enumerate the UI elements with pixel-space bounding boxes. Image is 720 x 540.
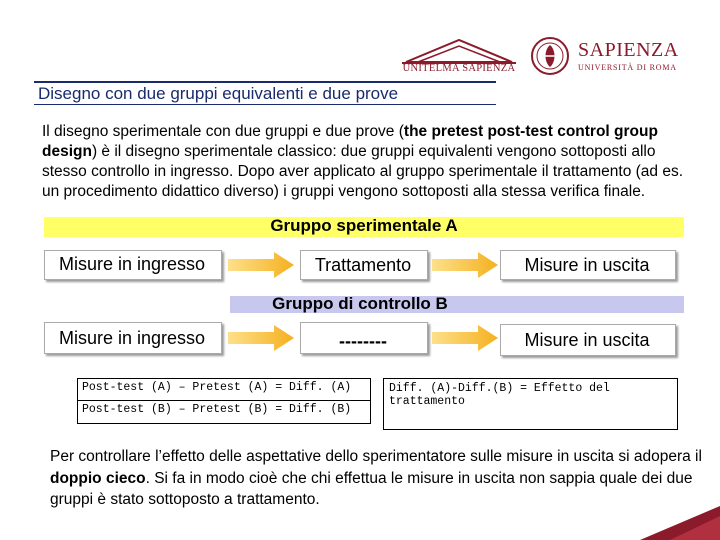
group-a-label: Gruppo sperimentale A <box>270 216 458 235</box>
arrow-right-icon <box>228 325 294 351</box>
group-b-treatment-text: -------- <box>339 331 387 351</box>
arrow-right-icon <box>228 252 294 278</box>
unitelma-logo <box>398 36 520 80</box>
formula-row-a: Post-test (A) – Pretest (A) = Diff. (A) <box>77 378 371 401</box>
building-roof-icon <box>398 36 520 64</box>
title-bottom-rule <box>34 104 496 105</box>
closing-bold-term: doppio cieco <box>50 469 146 487</box>
group-a-treatment-text: Trattamento <box>314 255 412 275</box>
corner-decoration <box>640 506 720 540</box>
intro-bold-term: the pretest post-test control group design <box>42 123 658 160</box>
sapienza-seal-icon <box>530 36 570 76</box>
intro-paragraph <box>42 122 702 224</box>
sapienza-name: SAPIENZA <box>578 39 679 61</box>
formula-result: Diff. (A)-Diff.(B) = Effetto del trattamento <box>383 378 678 430</box>
page-title: Disegno con due gruppi equivalenti e due prove <box>38 84 399 103</box>
group-b-output-text: Misure in uscita <box>524 330 650 350</box>
intro-text-1: Il disegno sperimentale con due gruppi e due prove ( <box>42 123 404 140</box>
title-top-rule <box>34 81 496 83</box>
closing-text-2: . Si fa in modo cioè che chi effettua le misure in uscita non sappia quale dei due gruppi è stato sottoposto a trattamento. <box>50 469 693 508</box>
formula-table <box>77 378 377 430</box>
group-a-output-text: Misure in uscita <box>524 255 650 275</box>
unitelma-logo-text: UNITELMA SAPIENZA <box>402 63 516 74</box>
sapienza-subtitle: UNIVERSITÀ DI ROMA <box>578 63 677 72</box>
closing-paragraph <box>50 446 710 511</box>
intro-text-2: ) è il disegno sperimentale classico: due gruppi equivalenti vengono sottoposti allo stesso controllo in ingresso. Dopo aver applicato al gruppo sperimentale il trattamento (ad es. un procedimento didattico diverso) i gruppi vengono sottoposti alla stessa verifica finale. <box>42 143 684 200</box>
group-b-input-text: Misure in ingresso <box>58 328 206 348</box>
group-a-input-text: Misure in ingresso <box>58 254 206 274</box>
sapienza-logo <box>530 36 710 78</box>
arrow-right-icon <box>432 325 498 351</box>
closing-text-1: Per controllare l’effetto delle aspettative dello sperimentatore sulle misure in uscita si adopera il <box>50 448 702 465</box>
formula-row-b: Post-test (B) – Pretest (B) = Diff. (B) <box>77 400 371 424</box>
group-b-label: Gruppo di controllo B <box>272 294 448 313</box>
arrow-right-icon <box>432 252 498 278</box>
